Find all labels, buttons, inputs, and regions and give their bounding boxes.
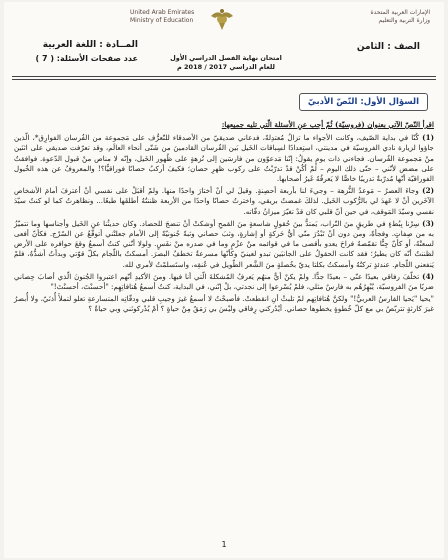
exam-page — [4, 2, 444, 558]
subject-label: المــادة : اللغة العربية — [42, 40, 138, 50]
header-divider — [12, 76, 436, 77]
exam-title-line-2: للعام الدراسي 2017 / 2018 م — [177, 63, 275, 71]
page-number: 1 — [221, 540, 227, 549]
page-count-label: عدد صفحات الأسئلة: ( 7 ) — [35, 54, 138, 63]
exam-header — [4, 2, 444, 72]
paragraph — [14, 272, 434, 292]
exam-title-line-1: امتحان نهاية الفصل الدراسي الأول — [170, 54, 282, 62]
ministry-name-english: United Arab Emirates Ministry of Education — [130, 9, 195, 24]
passage — [14, 120, 434, 317]
paragraph-number: (4) — [422, 271, 434, 281]
paragraph — [14, 219, 434, 270]
paragraph-text: كُنّا في بداية الصّيف، وكانت الأجواء ما تزالُ مُعتدِلةً، فدعاني صديقيّ من الأصدقاء للتّعرُّف على مَجموعة من الفُرسان الفوارِق*، الّذين جاؤوا لزيارة نادي الفروسيّة في مدينتي، استِعدادًا لسِباقات الخَيل بَين الفُرسان القادمينَ من شَتّى أنحاء العالَم، وقد تعرّفت صديقي على اثنَين منْ مَجموعة الفُرسان. فجاءني ذات يومٍ يقولُ: إنّنا مَدعوّون من فارسَين إلى نُزهةٍ على ظُهور الخَيل، وإنّه لا مناص منْ قبول الدّعوة. فوافقتُ على مضض لأنّني – حتّى ذلك اليوم – لمْ أكُنْ قدْ تدرّبْتُ على ركوب ظهرِ حصان؛ فكيفَ أركبُ حصانًا فوراقيًّا؟! والمعروفُ عن هذه الخُيول الفوراقيّة أنّها مُدرّبةٌ تدريبًا خاصًّا لا يَعرفُهُ غَيرُ أصحابها. — [14, 133, 434, 184]
question-title: السؤال الأول: النّصّ الأدبيّ — [299, 93, 428, 111]
paragraph-number: (3) — [422, 218, 434, 228]
paragraph-text: تخلّفَ رفاقي بعيدًا عنّي – بعيدًا جدًّا. ولمْ يكنْ أيٌّ منهُم يَعرفُ المُشكلةَ الّتي أنا فيها. ومنَ الأكيدِ أنّهم اعتبروا الجُنونَ الّذي أصابَ حِصاني ضربًا منَ الفروسيّة، يُبْهِرُهُم به فارسٌ مثلي، فلمْ يُسْرعوا إلى نجدتي، بلْ إنّني، في البداية، كنتُ أسمعُ هُتافاتِهِم: "أحسنْتَ، أحسنْتَ!" — [14, 271, 434, 292]
paragraph-number: (2) — [422, 186, 434, 196]
paragraph-text: وجاءَ العصرُ – مَوعدُ النُّزهة – وجيءَ لنا بأربعة أحصِنةٍ. وقيلَ لي أنْ أختارَ واحدًا منها. ولمْ أقبَلْ على نفسي أنْ أعترفَ أمامَ الأشخاص الآخَرين أنْ لا عَهدَ لي بالرُّكوب الخَيل. لذلكَ غمضتُ بريقي، واخترتُ حصانًا واحدًا من الأربعة ظننتُهُ أطلقَها طبعًا... ونظاهرتُ كما لو كنتُ سيّدَ نفسي وسيّدَ المَوقف، في حين أنّ قلبي كان قدْ تغيّرَ ميزانُ دقّاته. — [14, 186, 434, 216]
paragraph — [14, 294, 434, 314]
exam-title — [146, 54, 306, 72]
instruction-text: اقرأ النّصّ الآتي بعنوان (فروسيّة) ثُمّ أجِب عنِ الأسئلة الّتي تليه جميعها: — [221, 120, 434, 129]
paragraph-text: "يحيا "يَحيا الفارسُ العربيُّ!" ولكنَّ هُتافاتِهم لمْ تلبثْ أنِ انقطعتْ. فأصبحْتُ لا أسمعُ غيرَ وجيبِ قلبي ودقّاتِه المتسارعةِ تعلو لتملأَ أُذنَيّ، ولا أُبصرُ غيرَ كارثةٍ تتربّصُ بي مع كلّ خُطوةٍ يخطوها حصاني. أيْدُركني رِفاقي وليْسَ بي رَمَقٌ مِنْ حياةٍ ؟ أمْ يُدْركونَني وبي حياةٌ ؟ — [14, 294, 434, 314]
paragraph — [14, 186, 434, 217]
grade-label: الصف : الثامن — [356, 42, 420, 52]
header-divider-secondary — [12, 79, 436, 80]
paragraph-text: سِرْنا بِبُطءٍ في طريقٍ منَ التّراب، يَمتدُّ بينَ حُقولٍ شاسعةٍ منَ القمحِ أوشكتْ أنْ تنضجَ للحصاد. وكان حديثُنا عنِ الخَيل وأجناسها وما تتميّزُ به من صِفاتٍ. وفجأةً، ومن دون أنْ تَبْدُرَ منّي أيُّ حَركةٍ أو إشارةٍ، وثبَ حصاني وثبةً جُنونيّةً إلى الأمام جعلتْني أتوقّعُ عن السّرْج. فكأنّ أفعى لسعتْهُ، أو كأنّ جِنًّا تقمّصهُ فراحَ يعدو بأقصى ما في قوائمه منْ عزْمٍ وما في صدره منْ نفَسٍ. ولولا أنّني كنتُ أسمعُ وقعَ حوافره على الأرض لظننتُ أنّه كان يطيرُ؛ فقد كانت الحقولُ على الجانبَين تبدو لعينيّ وكأنّها مسرعةٌ تخطفُ البصرَ. أمسكتُ باللّجام بكلّ قوّتي وبدأتُ أشدُّهُ، فلمْ يَنفعني اللّجام. عندئذٍ تركتُهُ وأمسكتُ بكلتا يديّ بخُصلةٍ منَ الشَّعر الطّويل في عُنقِه، واستَسلمْتُ لأمري لله. — [14, 218, 434, 269]
paragraph-number: (1) — [422, 133, 434, 143]
ministry-name-arabic: الإمارات العربية المتحدة وزارة التربية والتعليم — [370, 9, 430, 24]
paragraph — [14, 133, 434, 184]
uae-emblem-icon — [209, 6, 235, 32]
